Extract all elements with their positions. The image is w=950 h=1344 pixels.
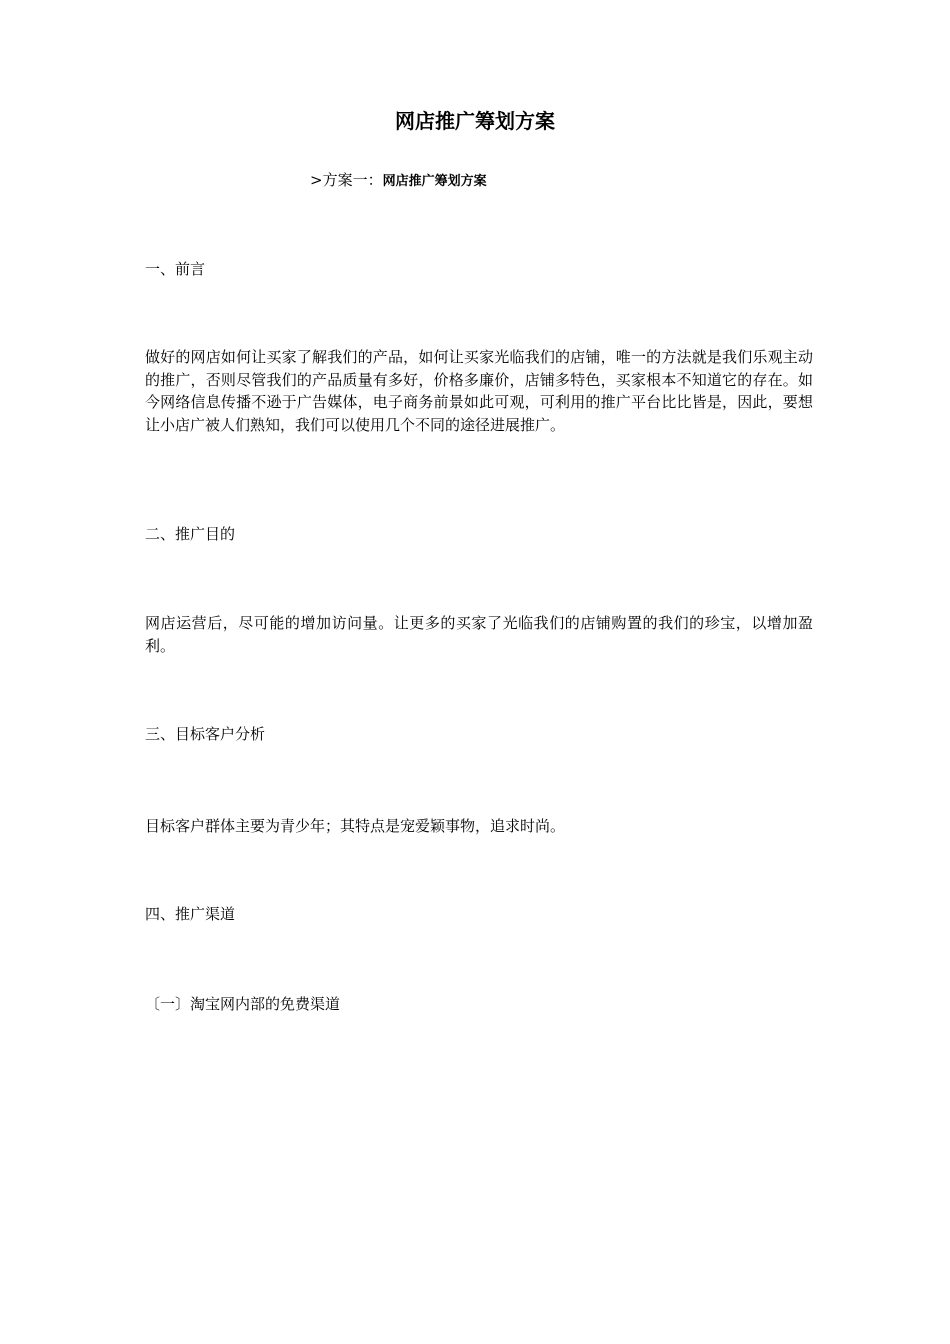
section-heading-target-customers: 三、目标客户分析 [145, 725, 266, 743]
subtitle-prefix: >方案一： [310, 171, 383, 189]
section-body-preface: 做好的网店如何让买家了解我们的产品，如何让买家光临我们的店铺，唯一的方法就是我们乐观主动的推广，否则尽管我们的产品质量有多好，价格多廉价，店铺多特色，买家根本不知道它的存在。如今网络信息传播不逊于广告媒体，电子商务前景如此可观，可利用的推广平台比比皆是，因此，要想让小店广被人们熟知，我们可以使用几个不同的途径进展推广。 [145, 348, 813, 434]
document-subtitle [310, 170, 487, 192]
section-body-purpose: 网店运营后，尽可能的增加访问量。让更多的买家了光临我们的店铺购置的我们的珍宝，以增加盈利。 [145, 614, 813, 655]
section-body-target-customers: 目标客户群体主要为青少年；其特点是宠爱颖事物，追求时尚。 [145, 817, 566, 835]
document-title: 网店推广筹划方案 [395, 109, 555, 133]
section-heading-preface: 一、前言 [145, 260, 206, 278]
section-heading-channels: 四、推广渠道 [145, 905, 236, 923]
section-heading-purpose: 二、推广目的 [145, 525, 236, 543]
subsection-heading-free-channels: 〔一〕淘宝网内部的免费渠道 [145, 995, 341, 1013]
subtitle-bold: 网店推广筹划方案 [382, 174, 487, 189]
